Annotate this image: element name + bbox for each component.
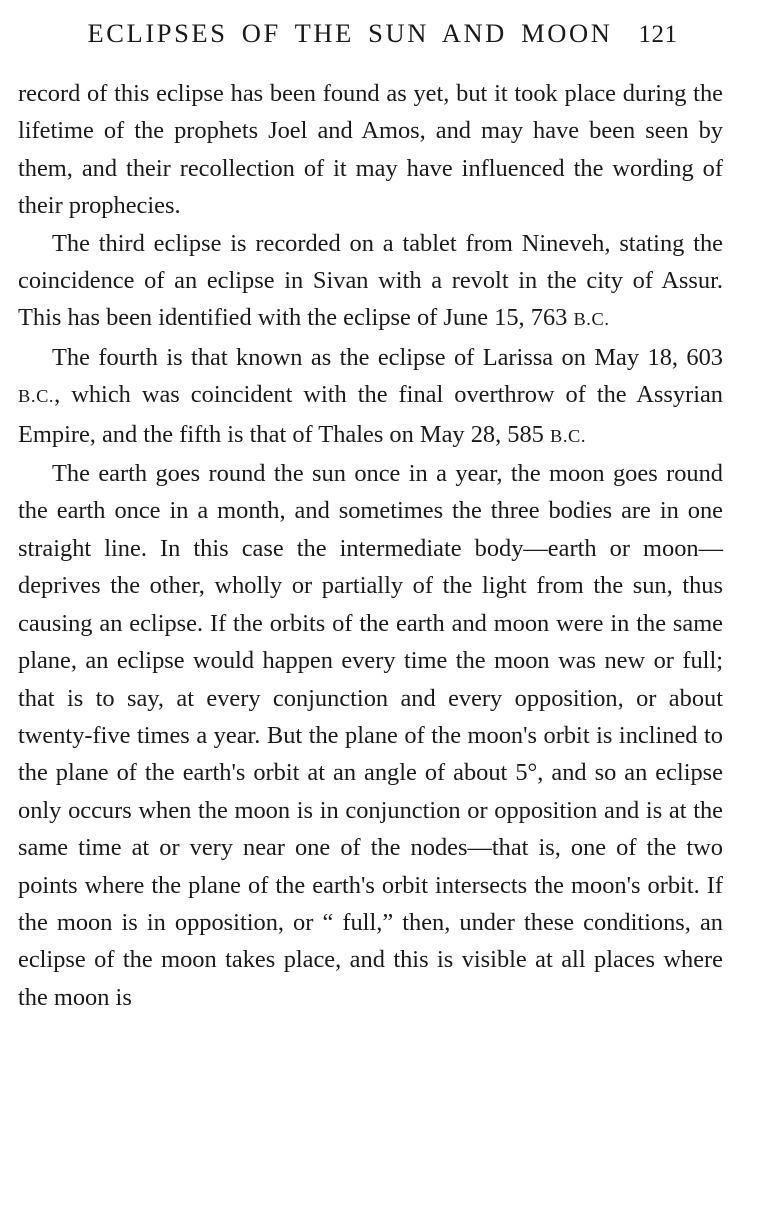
page-number: 121 xyxy=(638,21,678,48)
paragraph-4-text: The earth goes round the sun once in a year, the moon goes round the earth once in a month, and sometimes the three bodies are in one straight line. In this case the intermediate body—earth or moon—deprives the other, wholly or partially of the light from the sun, thus causing an eclipse. If the orbits of the earth and moon were in the same plane, an eclipse would happen every time the moon was new or full; that is to say, at every conjunction and every opposition, or about twenty-five times a year. But the plane of the moon's orbit is inclined to the plane of the earth's orbit at an angle of about 5°, and so an eclipse only occurs when the moon is in conjunction or opposition and is at the same time at or very near one of the nodes—that is, one of the two points where the plane of the earth's orbit intersects the moon's orbit. If the moon is in opposition, or “ full,” then, under these conditions, an eclipse of the moon takes place, and this is visible at all places where the moon is xyxy=(18,460,723,1011)
paragraph-1-text: record of this eclipse has been found as yet, but it took place during the lifetime of the prophets Joel and Amos, and may have been seen by them, and their recollection of it may have influenced the wording of their prophecies. xyxy=(18,80,723,220)
paragraph-3-text: The fourth is that known as the eclipse of Larissa on May 18, 603 B.C., which was coincident with the final overthrow of the Assyrian Empire, and the fifth is that of Thales on May 28, 585 B.C. xyxy=(18,343,723,448)
running-head xyxy=(18,18,723,49)
paragraph-3 xyxy=(18,339,723,455)
page-title: ECLIPSES OF THE SUN AND MOON xyxy=(87,18,613,48)
paragraph-2-text: The third eclipse is recorded on a tablet from Nineveh, stating the coincidence of an eclipse in Sivan with a revolt in the city of Assur. This has been identified with the eclipse of June 15, 763 B.C. xyxy=(18,229,723,332)
paragraph-2 xyxy=(18,225,723,339)
paragraph-1 xyxy=(18,75,723,225)
page-body xyxy=(18,75,723,1016)
paragraph-4 xyxy=(18,455,723,1016)
